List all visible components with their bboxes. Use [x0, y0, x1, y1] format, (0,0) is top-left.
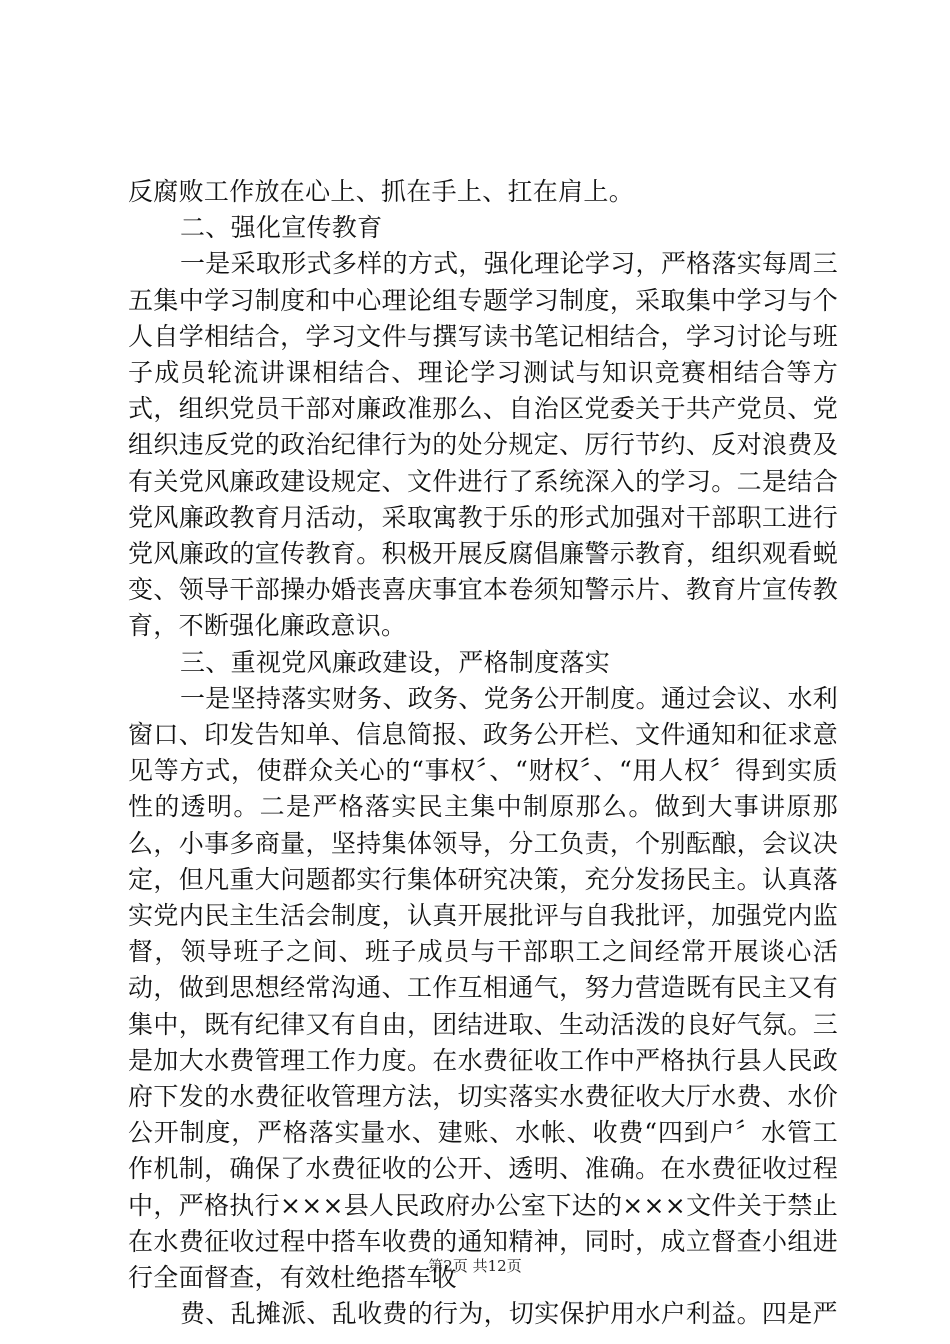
paragraph-education: 一是采取形式多样的方式，强化理论学习，严格落实每周三五集中学习制度和中心理论组专题学习制度，采取集中学习与个人自学相结合，学习文件与撰写读书笔记相结合，学习讨论与班子成员轮流讲课相结合、理论学习测试与知识竞赛相结合等方式，组织党员干部对廉政准那么、自治区党委关于共产党员、党组织违反党的政治纪律行为的处分规定、厉行节约、反对浪费及有关党风廉政建设规定、文件进行了系统深入的学习。二是结合党风廉政教育月活动，采取寓教于乐的形式加强对干部职工进行党风廉政的宣传教育。积极开展反腐倡廉警示教育，组织观看蜕变、领导干部操办婚丧喜庆事宜本卷须知警示片、教育片宣传教育，不断强化廉政意识。 — [128, 249, 838, 641]
document-body — [128, 174, 838, 1333]
section-heading-3: 三、重视党风廉政建设，严格制度落实 — [180, 647, 611, 677]
section-heading-2: 二、强化宣传教育 — [180, 213, 383, 243]
paragraph-continuation: 反腐败工作放在心上、抓在手上、扛在肩上。 — [128, 177, 635, 206]
paragraph-system: 一是坚持落实财务、政务、党务公开制度。通过会议、水利窗口、印发告知单、信息简报、政务公开栏、文件通知和征求意见等方式，使群众关心的“事权〞、“财权〞、“用人权〞得到实质性的透明。二是严格落实民主集中制原那么。做到大事讲原那么，小事多商量，坚持集体领导，分工负责，个别酝酿，会议决定，但凡重大问题都实行集体研究决策，充分发扬民主。认真落实党内民主生活会制度，认真开展批评与自我批评，加强党内监督，领导班子之间、班子成员与干部职工之间经常开展谈心活动，做到思想经常沟通、工作互相通气，努力营造既有民主又有集中，既有纪律又有自由，团结进取、生动活泼的良好气氛。三是加大水费管理工作力度。在水费征收工作中严格执行县人民政府下发的水费征收管理方法，切实落实水费征收大厅水费、水价公开制度，严格落实量水、建账、水帐、收费“四到户〞水管工作机制，确保了水费征收的公开、透明、准确。在水费征收过程中，严格执行×××县人民政府办公室下达的×××文件关于禁止在水费征收过程中搭车收费的通知精神，同时，成立督查小组进行全面督查，有效杜绝搭车收 — [128, 683, 838, 1293]
page-number: 第2页 共12页 — [428, 1257, 522, 1275]
paragraph-fragment: 费、乱摊派、乱收费的行为，切实保护用水户利益。四是严 — [180, 1299, 838, 1329]
